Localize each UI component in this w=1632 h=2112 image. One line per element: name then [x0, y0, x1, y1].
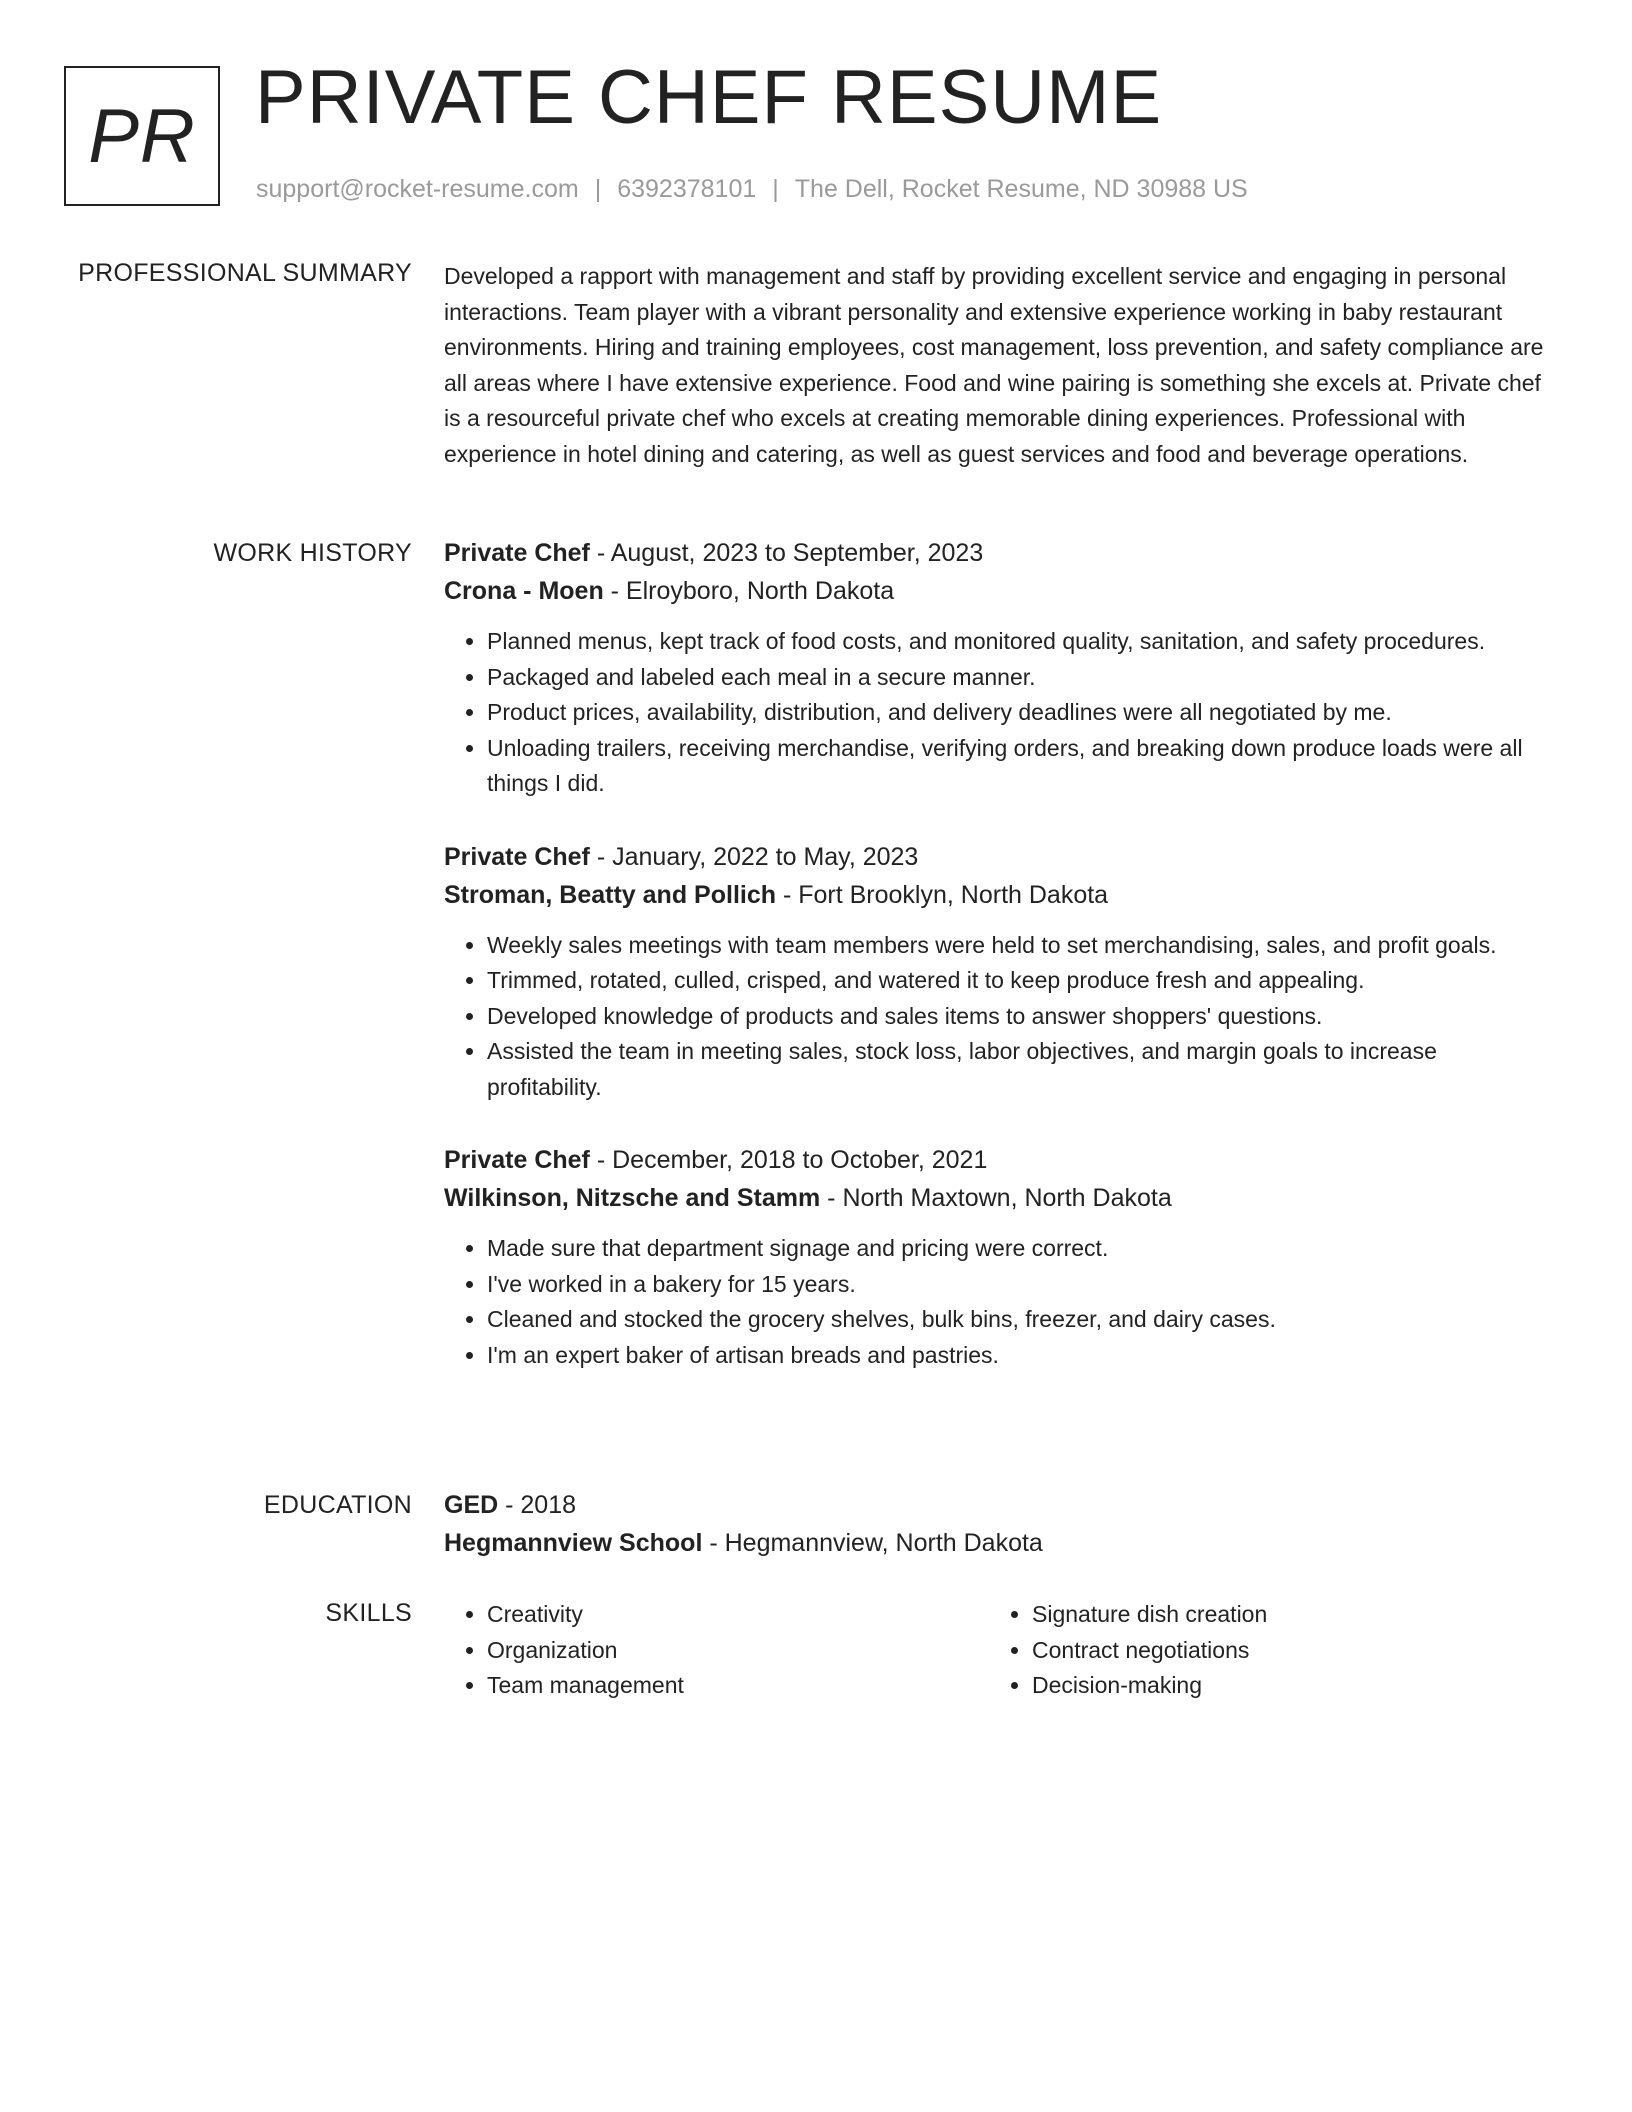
job-company-line: [444, 572, 1554, 610]
job-bullet: • Packaged and labeled each meal in a secure manner.: [487, 660, 1554, 696]
job-dates: - January, 2022 to May, 2023: [589, 842, 919, 871]
job-bullet: • Trimmed, rotated, culled, crisped, and watered it to keep produce fresh and appealing.: [487, 963, 1554, 999]
job-bullets: [444, 928, 1554, 1106]
job-company: Stroman, Beatty and Pollich: [444, 880, 777, 909]
skill-item: • Organization: [487, 1633, 989, 1669]
summary-body: [444, 259, 1554, 472]
section-label-education: EDUCATION: [263, 1491, 412, 1519]
education-year: - 2018: [498, 1491, 577, 1519]
skill-item: • Decision-making: [1032, 1668, 1534, 1704]
job-dates: - December, 2018 to October, 2021: [589, 1146, 988, 1174]
job-bullet: • Cleaned and stocked the grocery shelves, bulk bins, freezer, and dairy cases.: [487, 1302, 1554, 1338]
resume-title: PRIVATE CHEF RESUME: [255, 55, 1163, 140]
job-bullet: • Assisted the team in meeting sales, stock loss, labor objectives, and margin goals to increase profitability.: [487, 1034, 1554, 1105]
contact-separator: |: [772, 175, 779, 203]
job-entry: [444, 838, 1554, 1106]
section-label-summary: PROFESSIONAL SUMMARY: [78, 259, 412, 287]
job-title-line: [444, 534, 1554, 572]
contact-separator: |: [594, 175, 602, 203]
section-label-work-history: WORK HISTORY: [213, 539, 412, 567]
job-title: Private Chef: [444, 1146, 590, 1174]
skills-body: [444, 1597, 1554, 1704]
education-body: [444, 1486, 1554, 1562]
monogram-box: [64, 66, 220, 206]
education-degree-line: [444, 1486, 1554, 1524]
skill-item: • Contract negotiations: [1032, 1633, 1534, 1669]
monogram-initials: PR: [88, 93, 196, 179]
contact-email: support@rocket-resume.com: [256, 175, 579, 203]
job-title-line: [444, 1141, 1554, 1179]
skills-list-right: [989, 1597, 1534, 1704]
job-location: - North Maxtown, North Dakota: [820, 1184, 1172, 1212]
job-bullet: • I've worked in a bakery for 15 years.: [487, 1267, 1554, 1303]
job-title: Private Chef: [444, 539, 590, 567]
job-bullets: [444, 1231, 1554, 1373]
skills-columns: [444, 1597, 1554, 1704]
education-school: Hegmannview School: [444, 1529, 703, 1557]
skills-column-left: [444, 1597, 989, 1704]
section-label-skills: SKILLS: [325, 1599, 412, 1627]
job-location: - Elroyboro, North Dakota: [603, 577, 895, 605]
education-school-line: [444, 1524, 1554, 1562]
job-bullet: • Weekly sales meetings with team members were held to set merchandising, sales, and profit goals.: [487, 928, 1554, 964]
skill-item: • Creativity: [487, 1597, 989, 1633]
job-bullet: • Planned menus, kept track of food costs, and monitored quality, sanitation, and safety procedures.: [487, 624, 1554, 660]
skill-item: • Signature dish creation: [1032, 1597, 1534, 1633]
job-bullet: • Product prices, availability, distribution, and delivery deadlines were all negotiated by me.: [487, 695, 1554, 731]
contact-line: [256, 175, 1248, 204]
job-bullet: • I'm an expert baker of artisan breads and pastries.: [487, 1338, 1554, 1374]
job-company-line: [444, 876, 1554, 914]
job-title-line: [444, 838, 1554, 876]
job-bullet: • Unloading trailers, receiving merchandise, verifying orders, and breaking down produce loads were all things I did.: [487, 731, 1554, 802]
job-bullet: • Made sure that department signage and pricing were correct.: [487, 1231, 1554, 1267]
job-title: Private Chef: [444, 842, 590, 871]
contact-phone: 6392378101: [617, 175, 757, 203]
summary-text: Developed a rapport with management and staff by providing excellent service and engaging in personal interactions. Team player with a vibrant personality and extensive experience working in baby restaurant environments. Hiring and training employees, cost management, loss prevention, and safety compliance are all areas where I have extensive experience. Food and wine pairing is something she excels at. Private chef is a resourceful private chef who excels at creating memorable dining experiences. Professional with experience in hotel dining and catering, as well as guest services and food and beverage operations.: [444, 263, 1544, 467]
job-location: - Fort Brooklyn, North Dakota: [776, 880, 1109, 909]
job-bullets: [444, 624, 1554, 802]
skills-list-left: [444, 1597, 989, 1704]
job-bullet: • Developed knowledge of products and sales items to answer shoppers' questions.: [487, 999, 1554, 1035]
education-degree: GED: [444, 1491, 499, 1519]
job-company: Crona - Moen: [444, 577, 604, 605]
skills-column-right: [989, 1597, 1534, 1704]
contact-address: The Dell, Rocket Resume, ND 30988 US: [794, 175, 1248, 203]
job-company-line: [444, 1179, 1554, 1217]
job-dates: - August, 2023 to September, 2023: [589, 539, 984, 567]
skill-item: • Team management: [487, 1668, 989, 1704]
job-company: Wilkinson, Nitzsche and Stamm: [444, 1184, 821, 1212]
work-history-body: [444, 534, 1554, 1409]
job-entry: [444, 1141, 1554, 1373]
education-location: - Hegmannview, North Dakota: [702, 1529, 1043, 1557]
job-entry: [444, 534, 1554, 802]
